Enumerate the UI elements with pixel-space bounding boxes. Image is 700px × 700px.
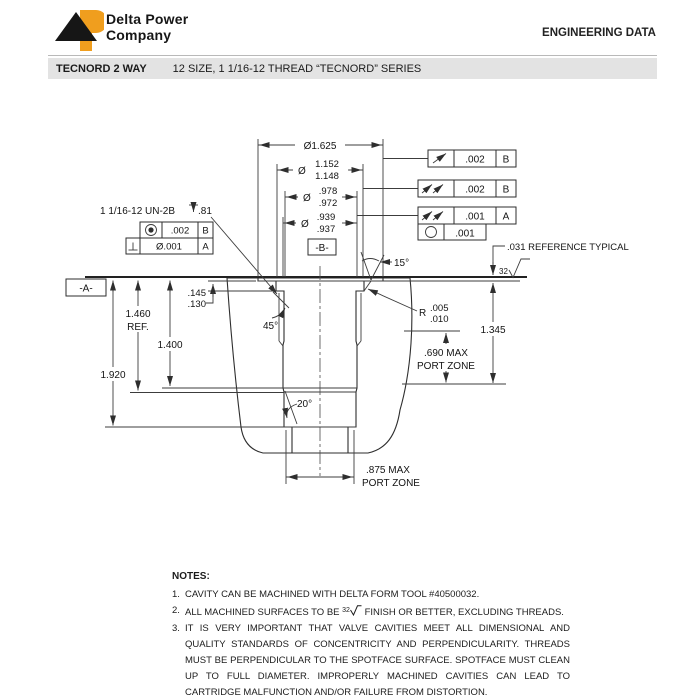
angle-45-callout — [263, 308, 285, 332]
gdt-frame-perpendicularity — [126, 238, 213, 254]
cavity-cross-section-drawing — [0, 90, 700, 510]
svg-text:.972: .972 — [318, 198, 338, 209]
company-name — [106, 11, 188, 43]
svg-text:20°: 20° — [297, 399, 313, 410]
svg-text:.690 MAX: .690 MAX — [424, 348, 468, 359]
svg-text:1.345: 1.345 — [480, 325, 506, 336]
note-text: ALL MACHINED SURFACES TO BE $^{32}$ FINISH OR BETTER, EXCLUDING THREADS. — [185, 607, 564, 618]
dim-1920 — [95, 281, 131, 426]
svg-text:.031 REFERENCE TYPICAL: .031 REFERENCE TYPICAL — [507, 242, 629, 253]
svg-text:.81: .81 — [198, 206, 212, 217]
svg-text:B: B — [502, 154, 510, 166]
svg-text:.002: .002 — [465, 154, 485, 166]
dim-counterbore-dia — [277, 156, 363, 183]
svg-text:.002: .002 — [465, 184, 485, 196]
svg-text:A: A — [502, 211, 510, 223]
svg-text:B: B — [502, 184, 510, 196]
svg-text:Ø: Ø — [298, 166, 306, 177]
gdt-frame-total-runout-a — [357, 207, 516, 224]
datum-a-flag — [66, 279, 106, 296]
angle-15-callout — [361, 252, 409, 280]
depth-icon — [189, 205, 198, 212]
svg-text:1.920: 1.920 — [100, 370, 126, 381]
svg-text:.875 MAX: .875 MAX — [366, 465, 410, 476]
dim-bore2-dia — [283, 209, 357, 236]
note-number: 2. — [172, 605, 180, 616]
surface-finish-icon — [499, 259, 530, 278]
dim-145-130 — [188, 284, 214, 310]
svg-text:Ø: Ø — [301, 219, 309, 230]
svg-text:.001: .001 — [455, 228, 475, 240]
thread-leader — [211, 217, 277, 294]
svg-text:REF.: REF. — [127, 322, 149, 333]
dim-690-port-zone — [417, 333, 475, 383]
svg-text:R: R — [419, 308, 427, 319]
svg-text:1.460: 1.460 — [125, 309, 151, 320]
svg-text:-B-: -B- — [315, 243, 329, 254]
svg-text:.002: .002 — [170, 225, 190, 237]
gdt-frame-circular-runout — [383, 150, 516, 167]
note-2 — [172, 603, 570, 621]
svg-text:1.400: 1.400 — [157, 340, 183, 351]
svg-text:15°: 15° — [394, 258, 410, 269]
svg-text:1.148: 1.148 — [315, 171, 339, 182]
svg-text:B: B — [202, 225, 209, 237]
note-1 — [172, 587, 570, 603]
svg-text:Ø.001: Ø.001 — [156, 241, 182, 253]
finish-value: 32 — [342, 607, 350, 614]
note-text: IT IS VERY IMPORTANT THAT VALVE CAVITIES MEET ALL DIMENSIONAL AND QUALITY STANDARDS OF CONCENTRICITY AND PERPENDICULARITY. THREADS MUST BE PERPENDICULAR TO THE SPOTFACE SURFACE. SPOTFACE MUST CLEAN UP TO FULL DIAMETER. IMPROPERLY MACHINED CAVITIES CAN LEAD TO CARTRIDGE MALFUNCTION AND/OR FAILURE FROM DISTORTION. — [185, 623, 570, 698]
angle-20-callout — [287, 399, 312, 418]
svg-text:.145: .145 — [187, 288, 206, 299]
gdt-frame-concentricity — [140, 222, 213, 238]
delta-power-logo-icon — [52, 7, 104, 53]
gdt-frame-total-runout-b — [363, 180, 516, 197]
company-name-line2: Company — [106, 27, 172, 43]
series-description: 12 SIZE, 1 1/16-12 THREAD “TECNORD” SERIES — [172, 62, 422, 75]
svg-text:1 1/16-12 UN-2B: 1 1/16-12 UN-2B — [100, 206, 176, 217]
svg-text:1.152: 1.152 — [315, 159, 339, 170]
chamfer-45-line — [273, 292, 289, 308]
svg-text:PORT ZONE: PORT ZONE — [362, 478, 420, 489]
svg-text:.978: .978 — [318, 186, 338, 197]
dim-1400 — [152, 281, 188, 387]
radius-callout — [368, 289, 449, 325]
note-number: 3. — [172, 623, 180, 634]
svg-text:PORT ZONE: PORT ZONE — [417, 361, 475, 372]
svg-text:.005: .005 — [430, 303, 449, 314]
notes-heading: NOTES: — [172, 571, 210, 582]
svg-text:-A-: -A- — [79, 283, 93, 295]
svg-text:.130: .130 — [187, 299, 206, 310]
gdt-frame-circularity — [418, 224, 486, 240]
company-name-line1: Delta Power — [106, 11, 189, 27]
notes-section — [172, 569, 570, 700]
svg-text:32: 32 — [499, 267, 508, 276]
svg-text:45°: 45° — [263, 321, 279, 332]
svg-text:.001: .001 — [465, 211, 485, 223]
surface-finish-icon — [350, 605, 362, 616]
page-header — [0, 0, 700, 56]
note-number: 1. — [172, 589, 180, 600]
dim-spotface-dia — [258, 137, 383, 152]
dim-875-port-zone — [286, 465, 420, 489]
dim-1345 — [475, 283, 511, 383]
series-name: TECNORD 2 WAY — [56, 62, 147, 75]
svg-text:Ø1.625: Ø1.625 — [303, 141, 337, 152]
engineering-data-label: ENGINEERING DATA — [542, 27, 656, 39]
title-bar — [48, 58, 657, 79]
note-3 — [172, 621, 570, 700]
svg-text:Ø: Ø — [303, 193, 311, 204]
dim-031-reference — [493, 242, 629, 278]
svg-text:.939: .939 — [316, 212, 336, 223]
dim-bore1-dia — [285, 183, 357, 210]
svg-text:A: A — [202, 241, 209, 253]
svg-text:.010: .010 — [430, 314, 449, 325]
header-divider — [48, 55, 657, 56]
note-text: CAVITY CAN BE MACHINED WITH DELTA FORM TOOL #40500032. — [185, 589, 480, 600]
datum-b-flag — [308, 239, 336, 255]
svg-text:.937: .937 — [316, 224, 336, 235]
